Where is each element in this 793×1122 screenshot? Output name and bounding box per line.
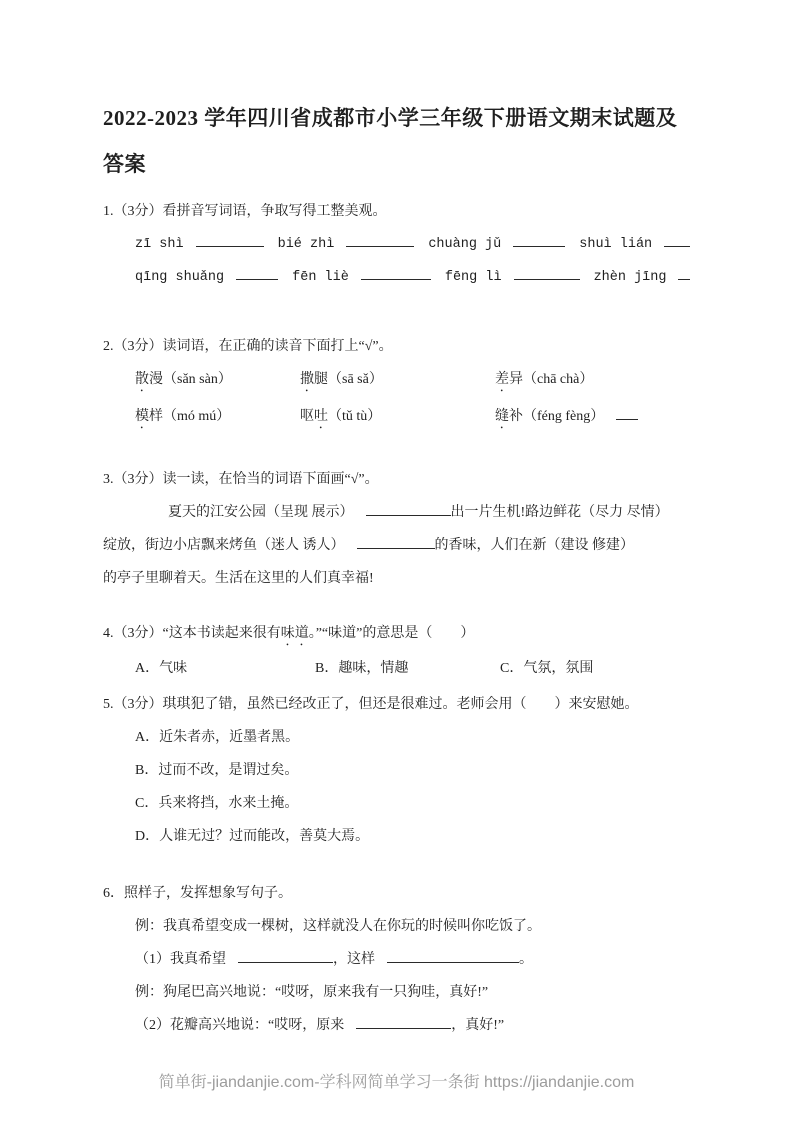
- q3-stem: 3.（3分）读一读，在恰当的词语下面画“√”。: [103, 472, 379, 487]
- question-6: [103, 877, 690, 1042]
- pinyin-label: zī shì: [135, 237, 184, 252]
- q6-example-1: 例：我真希望变成一棵树，这样就没人在你玩的时候叫你吃饭了。: [135, 919, 541, 934]
- q2-word: 呕吐（tǔ tù）: [300, 409, 382, 424]
- q5-option-d: D．人谁无过？过而能改，善莫大焉。: [135, 829, 370, 844]
- q4-option-b: B．趣味，情趣: [315, 660, 409, 676]
- dotted-char: 撒: [300, 372, 314, 387]
- q2-word: 撒腿（sā sǎ）: [300, 372, 383, 387]
- answer-blank: [664, 233, 690, 247]
- answer-blank: [387, 949, 519, 963]
- answer-blank: [678, 266, 690, 280]
- q4-option-c: C．气氛，氛围: [500, 660, 594, 676]
- document-title: 2022-2023 学年四川省成都市小学三年级下册语文期末试题及答案: [103, 106, 678, 176]
- answer-blank: [513, 233, 565, 247]
- answer-blank: [356, 1015, 451, 1029]
- pinyin-label: bié zhì: [277, 237, 335, 252]
- question-2: [103, 330, 690, 437]
- q4-options: [135, 650, 690, 683]
- q5-option-c: C．兵来将挡，水来土掩。: [135, 796, 299, 811]
- q3-paragraph-line-2: 绽放，街边小店飘来烤鱼（迷人 诱人） 的香味，人们在新（建设 修建）: [103, 529, 690, 562]
- answer-blank: [346, 233, 414, 247]
- pinyin-label: fēn liè: [292, 270, 349, 285]
- q1-stem: 1.（3分）看拼音写词语，争取写得工整美观。: [103, 204, 387, 219]
- pinyin-label: fēng lì: [444, 270, 502, 285]
- q6-stem: 6．照样子，发挥想象写句子。: [103, 886, 292, 901]
- answer-blank: [366, 502, 451, 516]
- q6-sentence-1: （1）我真希望 ，这样 。: [135, 943, 690, 976]
- answer-blank: [196, 233, 264, 247]
- q4-stem: 4.（3分）“这本书读起来很有味道。”“味道”的意思是（ ）: [103, 626, 475, 641]
- pinyin-label: zhèn jīng: [593, 270, 667, 285]
- answer-blank: [361, 266, 431, 280]
- answer-blank: [616, 406, 638, 420]
- exam-content: [103, 95, 690, 1042]
- site-watermark: 简单街-jiandanjie.com-学科网简单学习一条街 https://jiandanjie.com: [158, 1074, 635, 1091]
- pinyin-label: chuàng jǔ: [428, 237, 502, 252]
- question-3: [103, 463, 690, 595]
- pinyin-label: qīng shuǎng: [135, 270, 225, 285]
- q2-word: 散漫（sǎn sàn）: [135, 372, 232, 387]
- dotted-char: 差: [495, 372, 509, 387]
- q5-stem: 5.（3分）琪琪犯了错，虽然已经改正了，但还是很难过。老师会用（ ）来安慰她。: [103, 697, 639, 712]
- answer-blank: [238, 949, 333, 963]
- pinyin-label: shuì lián: [579, 237, 653, 252]
- q6-example-2: 例：狗尾巴高兴地说：“哎呀，原来我有一只狗哇，真好!”: [135, 985, 489, 1000]
- question-5: [103, 688, 690, 853]
- dotted-char: 吐: [314, 409, 328, 424]
- q3-paragraph-line-3: 的亭子里聊着天。生活在这里的人们真幸福!: [103, 571, 374, 586]
- answer-blank: [236, 266, 278, 280]
- question-1: [103, 195, 690, 294]
- dotted-char: 味道: [280, 626, 309, 641]
- dotted-char: 散: [135, 372, 149, 387]
- q6-sentence-2: （2）花瓣高兴地说：“哎呀，原来 ，真好!”: [135, 1009, 690, 1042]
- q3-paragraph-line-1: 夏天的江安公园（呈现 展示） 出一片生机!路边鲜花（尽力 尽情）: [103, 496, 690, 529]
- dotted-char: 缝: [495, 409, 509, 424]
- q1-pinyin-row-1: [135, 228, 690, 261]
- q1-pinyin-row-2: [135, 261, 690, 294]
- answer-blank: [514, 266, 580, 280]
- q5-option-b: B．过而不改，是谓过矣。: [135, 763, 299, 778]
- dotted-char: 模: [135, 409, 149, 424]
- question-4: [103, 617, 690, 683]
- answer-blank: [357, 535, 435, 549]
- q5-option-a: A．近朱者赤，近墨者黑。: [135, 730, 300, 745]
- q2-stem: 2.（3分）读词语，在正确的读音下面打上“√”。: [103, 339, 393, 354]
- q2-word-grid: [135, 363, 690, 437]
- q2-word: 缝补（féng fèng）: [495, 405, 690, 432]
- q2-word: 差异（chā chà）: [495, 372, 594, 387]
- q4-option-a: A．气味: [135, 660, 188, 676]
- q2-word: 模样（mó mú）: [135, 409, 231, 424]
